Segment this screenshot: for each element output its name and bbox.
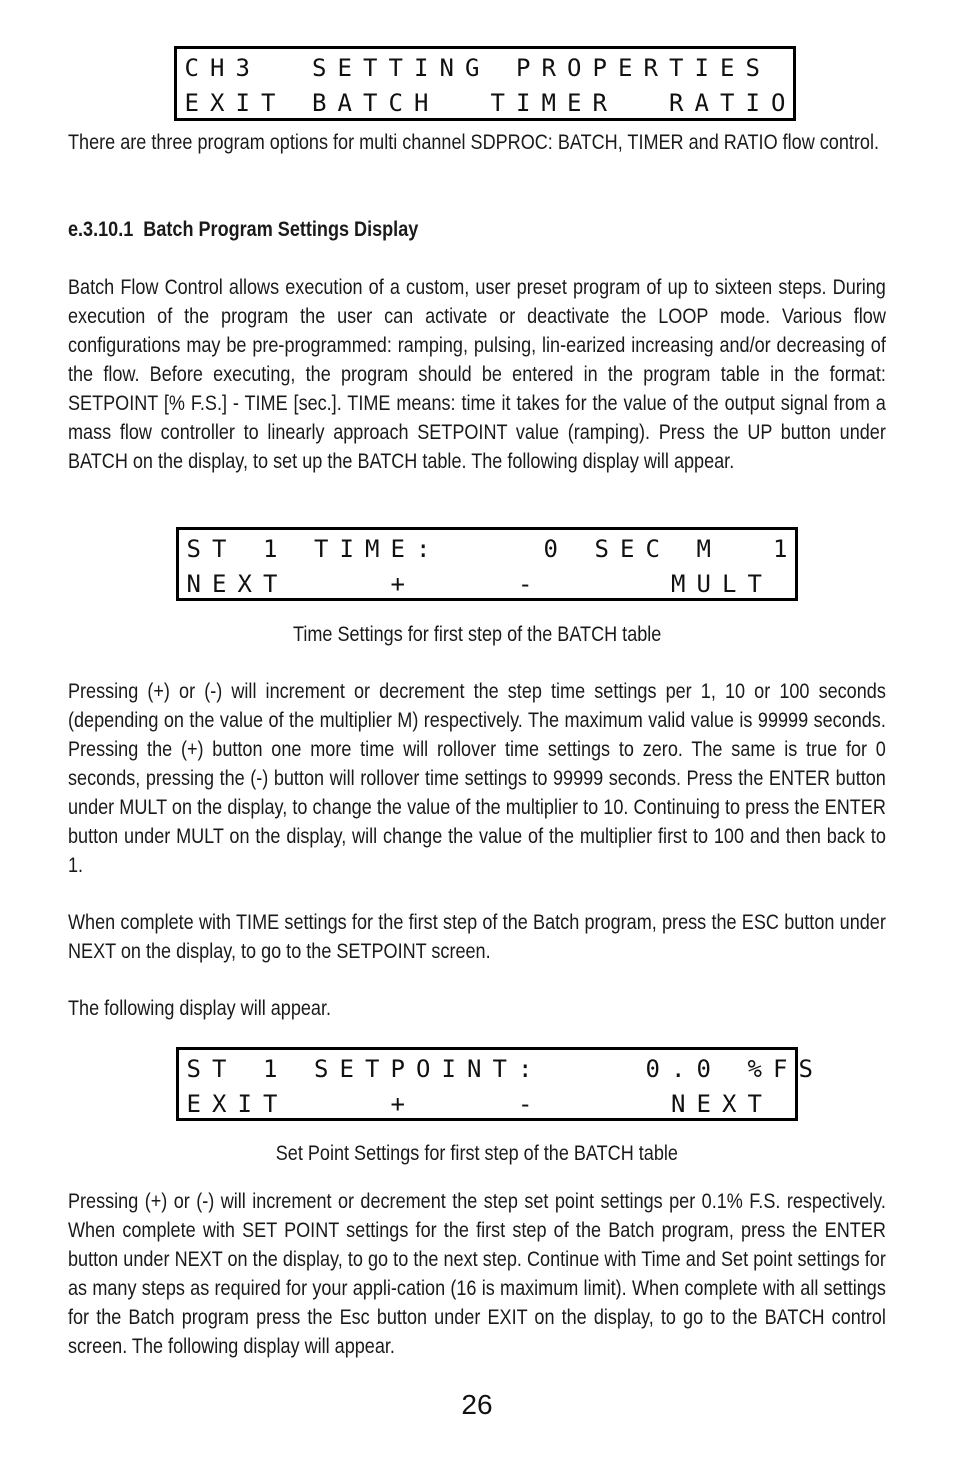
caption-time-settings: Time Settings for first step of the BATCH table: [292, 623, 662, 646]
section-heading: e.3.10.1 Batch Program Settings Display: [68, 218, 419, 241]
batch-paragraph: Batch Flow Control allows execution of a custom, user preset program of up to sixteen steps. During execution of the program the user can activate or deactivate the LOOP mode. Various flow configurations may be pre-programmed: ramping, pulsing, lin-earized increasing and/or decreasing of the flow. Before executing, the program should be entered in the program table in the format: SETPOINT [% F.S.] - TIME [sec.]. TIME means: time it takes for the value of the output signal from a mass flow controller to linearly approach SETPOINT value (ramping). Press the UP button under BATCH on the display, to set up the BATCH table. The following display will appear.: [68, 276, 886, 473]
lcd-line-2: E X I T + - N E X T: [186, 1090, 762, 1118]
complete-time-paragraph: When complete with TIME settings for the first step of the Batch program, press the ESC button under NEXT on the display, to go to the SETPOINT screen.: [68, 911, 886, 963]
following-display-paragraph: The following display will appear.: [68, 997, 332, 1020]
pressing-time-paragraph: Pressing (+) or (-) will increment or decrement the step time settings per 1, 10 or 100 seconds (depending on the value of the multiplier M) respectively. The maximum valid value is 99999 seconds. Pressing the (+) button one more time will rollover time settings to zero. The same is true for 0 seconds, pressing the (-) button will rollover time settings to 99999 seconds. Press the ENTER button under MULT on the display, to change the value of the multiplier to 10. Continuing to press the ENTER button under MULT on the display, will change the value of the multiplier first to 100 and then back to 1.: [68, 680, 886, 877]
pressing-setpoint-paragraph: Pressing (+) or (-) will increment or decrement the step set point settings per 0.1% F.S. respectively. When complete with SET POINT settings for the first step of the Batch program, press the ENTER button under NEXT on the display, to go to the next step. Continue with Time and Set point settings for as many steps as required for your appli-cation (16 is maximum limit). When complete with all settings for the Batch program press the Esc button under EXIT on the display, to go to the BATCH control screen. The following display will appear.: [68, 1190, 886, 1358]
lcd-line-2: E X I T B A T C H T I M E R R A T I O: [184, 89, 786, 117]
lcd-line-2: N E X T + - M U L T: [186, 570, 762, 598]
caption-setpoint-settings: Set Point Settings for first step of the BATCH table: [275, 1142, 679, 1165]
lcd-display-time-settings: [176, 527, 798, 601]
lcd-display-ch3-settings: [174, 46, 796, 121]
lcd-line-1: S T 1 T I M E : 0 S E C M 1: [186, 535, 788, 563]
lcd-line-1: C H 3 S E T T I N G P R O P E R T I E S: [184, 54, 760, 82]
lcd-display-setpoint-settings: [176, 1047, 813, 1121]
lcd-line-1: S T 1 S E T P O I N T : 0 . 0 % F S: [186, 1055, 813, 1083]
page-number: 26: [461, 1389, 493, 1420]
intro-paragraph: There are three program options for multi channel SDPROC: BATCH, TIMER and RATIO flow control.: [68, 131, 879, 154]
